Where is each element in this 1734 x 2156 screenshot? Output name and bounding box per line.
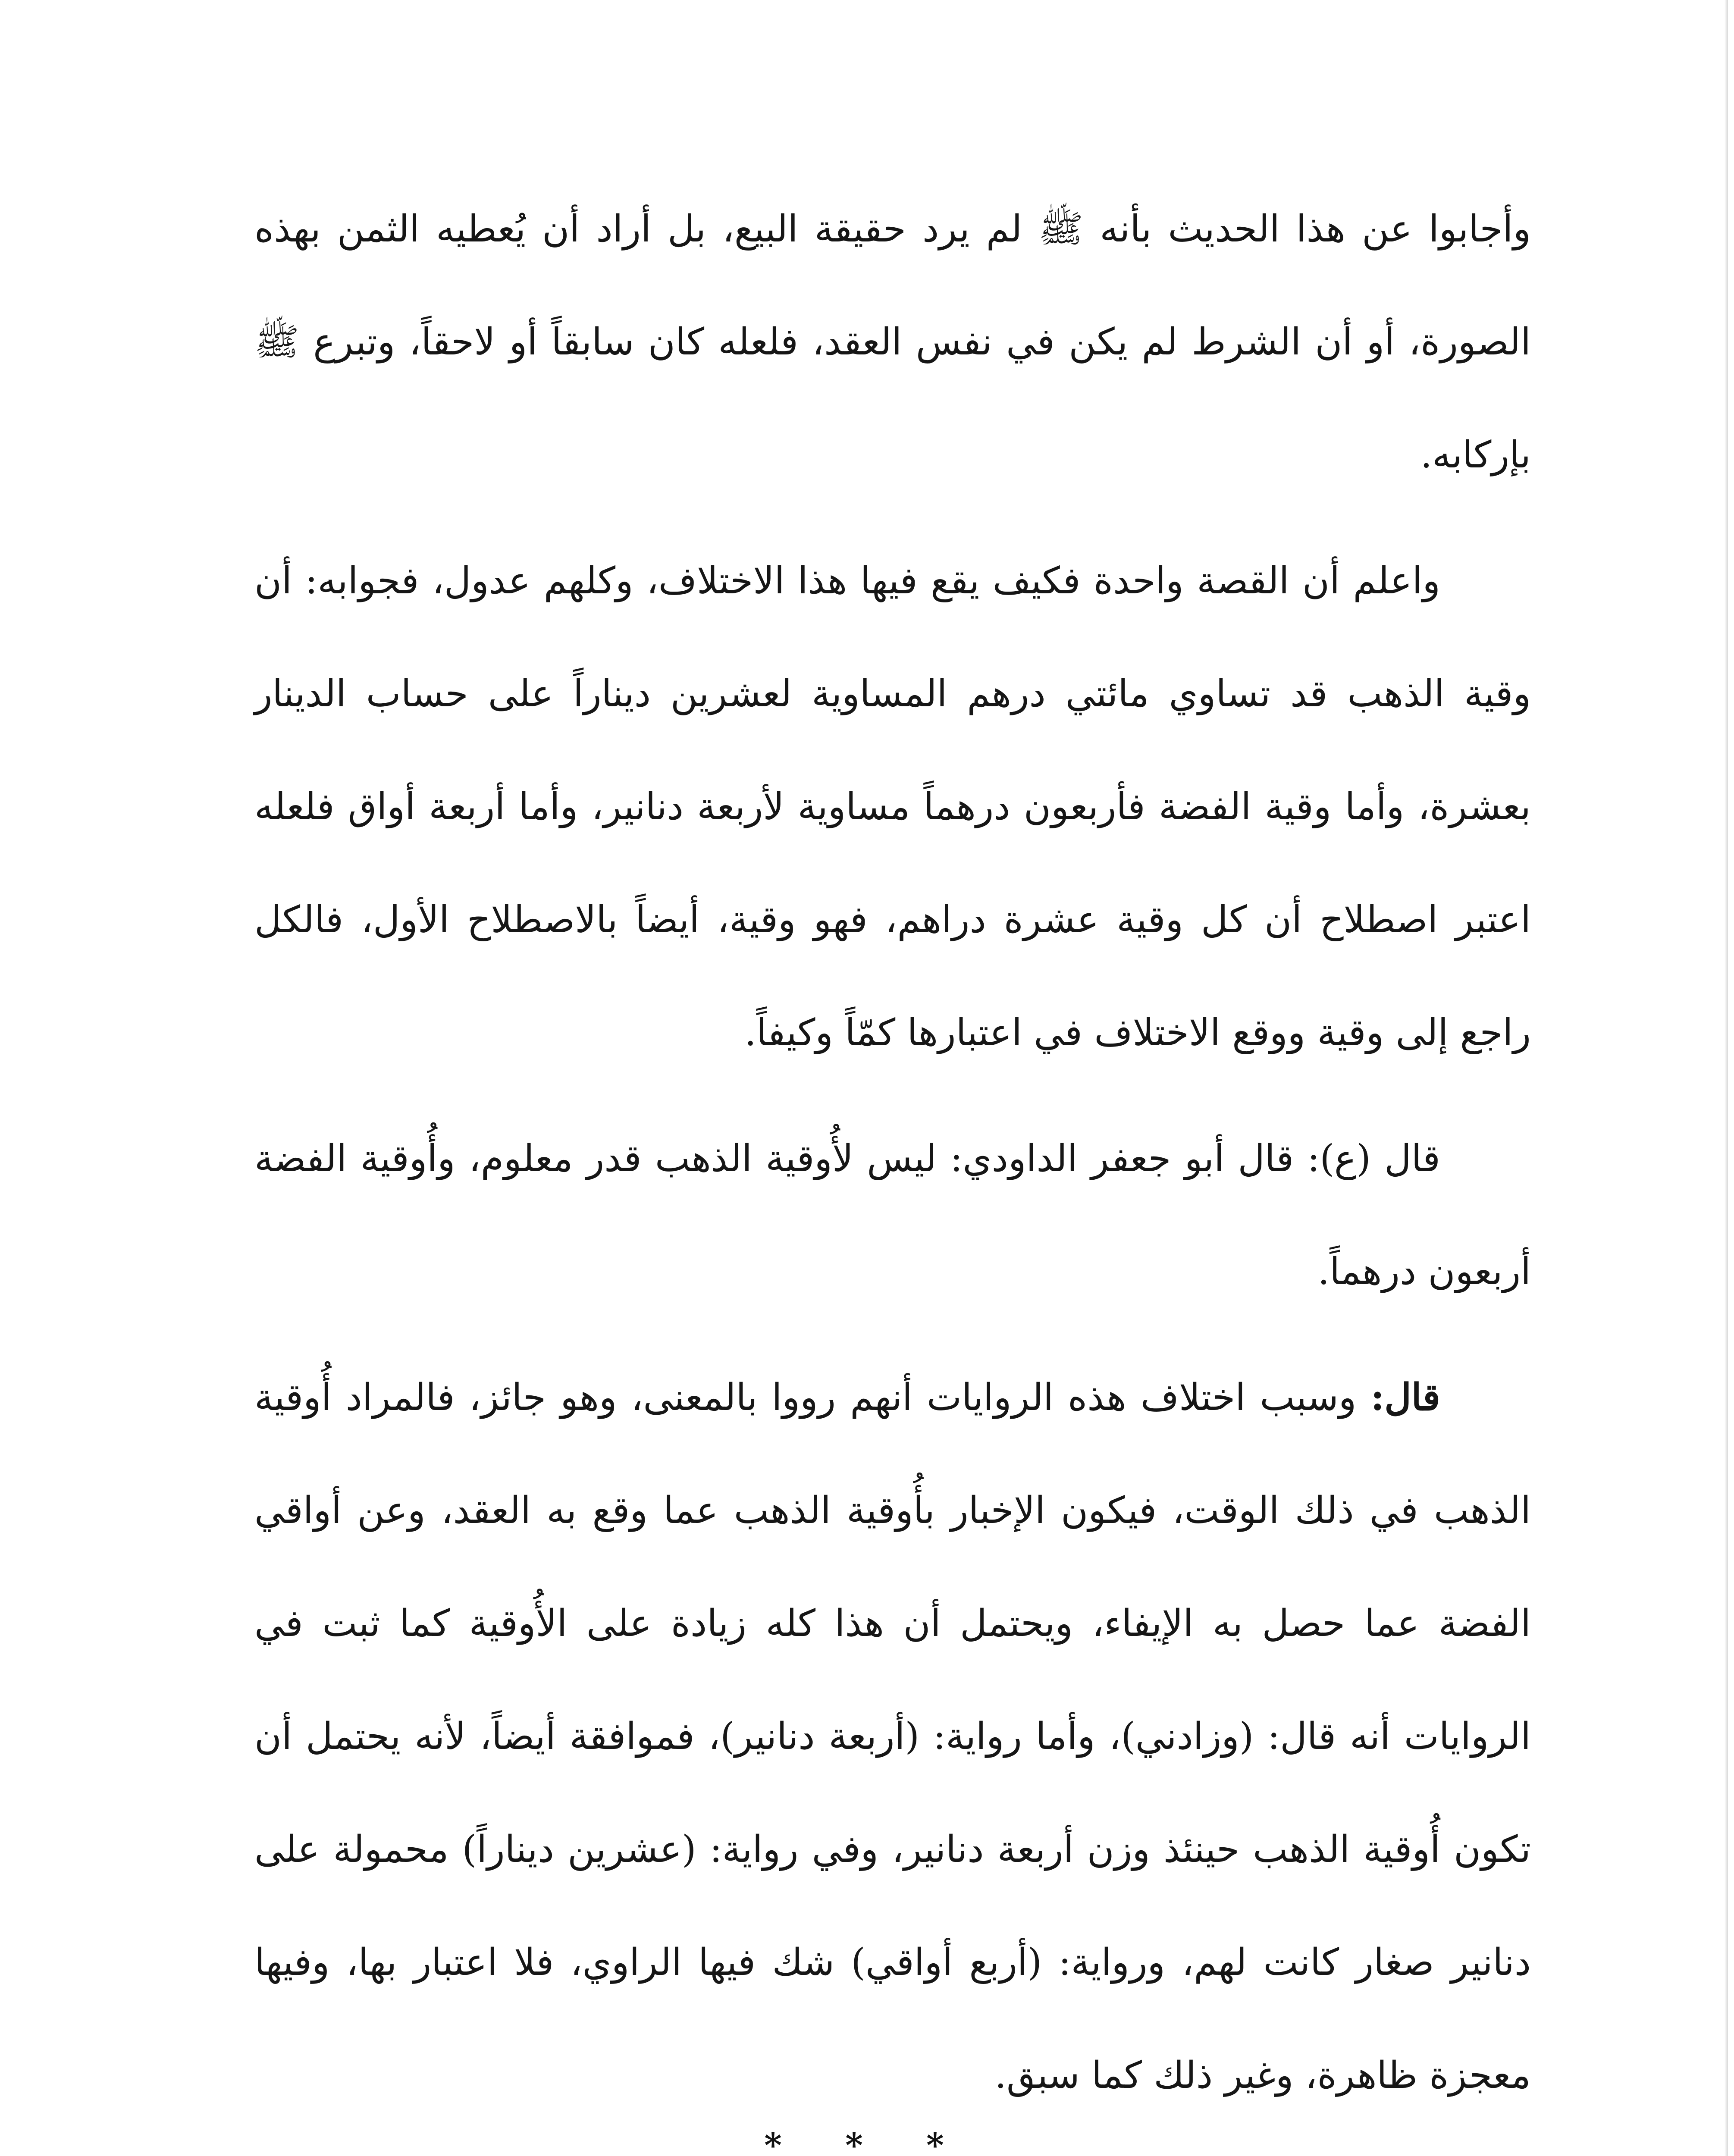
paragraph-4-lead: قال: xyxy=(1370,1376,1440,1419)
paragraph-1-text: وأجابوا عن هذا الحديث بأنه ﷺ لم يرد حقيقة البيع، بل أراد أن يُعطيه الثمن بهذه الصورة، أو أن الشرط لم يكن في نفس العقد، فلعله كان سابقاً أو لاحقاً، وتبرع ﷺ بإركابه. xyxy=(254,207,1531,476)
section-separator: * * * xyxy=(764,2126,970,2156)
paragraph-2-text: واعلم أن القصة واحدة فكيف يقع فيها هذا الاختلاف، وكلهم عدول، فجوابه: أن وقية الذهب قد تساوي مائتي درهم المساوية لعشرين ديناراً على حساب الدينار بعشرة، وأما وقية الفضة فأربعون درهماً مساوية لأربعة دنانير، وأما أربعة أواق فلعله اعتبر اصطلاح أن كل وقية عشرة دراهم، فهو وقية، أيضاً بالاصطلاح الأول، فالكل راجع إلى وقية ووقع الاختلاف في اعتبارها كمّاً وكيفاً. xyxy=(254,559,1531,1054)
paragraph-4-text: وسبب اختلاف هذه الروايات أنهم رووا بالمعنى، وهو جائز، فالمراد أُوقية الذهب في ذلك الوقت، فيكون الإخبار بأُوقية الذهب عما وقع به العقد، وعن أواقي الفضة عما حصل به الإيفاء، ويحتمل أن هذا كله زيادة على الأُوقية كما ثبت في الروايات أنه قال: (وزادني)، وأما رواية: (أربعة دنانير)، فموافقة أيضاً، لأنه يحتمل أن تكون أُوقية الذهب حينئذ وزن أربعة دنانير، وفي رواية: (عشرين ديناراً) محمولة على دنانير صغار كانت لهم، ورواية: (أربع أواقي) شك فيها الراوي، فلا اعتبار بها، وفيها معجزة ظاهرة، وغير ذلك كما سبق. xyxy=(254,1376,1531,2097)
paragraph-2 xyxy=(254,524,1531,1089)
paragraph-4 xyxy=(254,1341,1531,2132)
page-edge-shadow xyxy=(1725,0,1728,2156)
paragraph-1 xyxy=(254,172,1531,511)
body-text xyxy=(254,172,1531,2145)
paragraph-3-text: قال (ع): قال أبو جعفر الداودي: ليس لأُوقية الذهب قدر معلوم، وأُوقية الفضة أربعون درهماً. xyxy=(254,1137,1531,1293)
paragraph-3 xyxy=(254,1102,1531,1328)
